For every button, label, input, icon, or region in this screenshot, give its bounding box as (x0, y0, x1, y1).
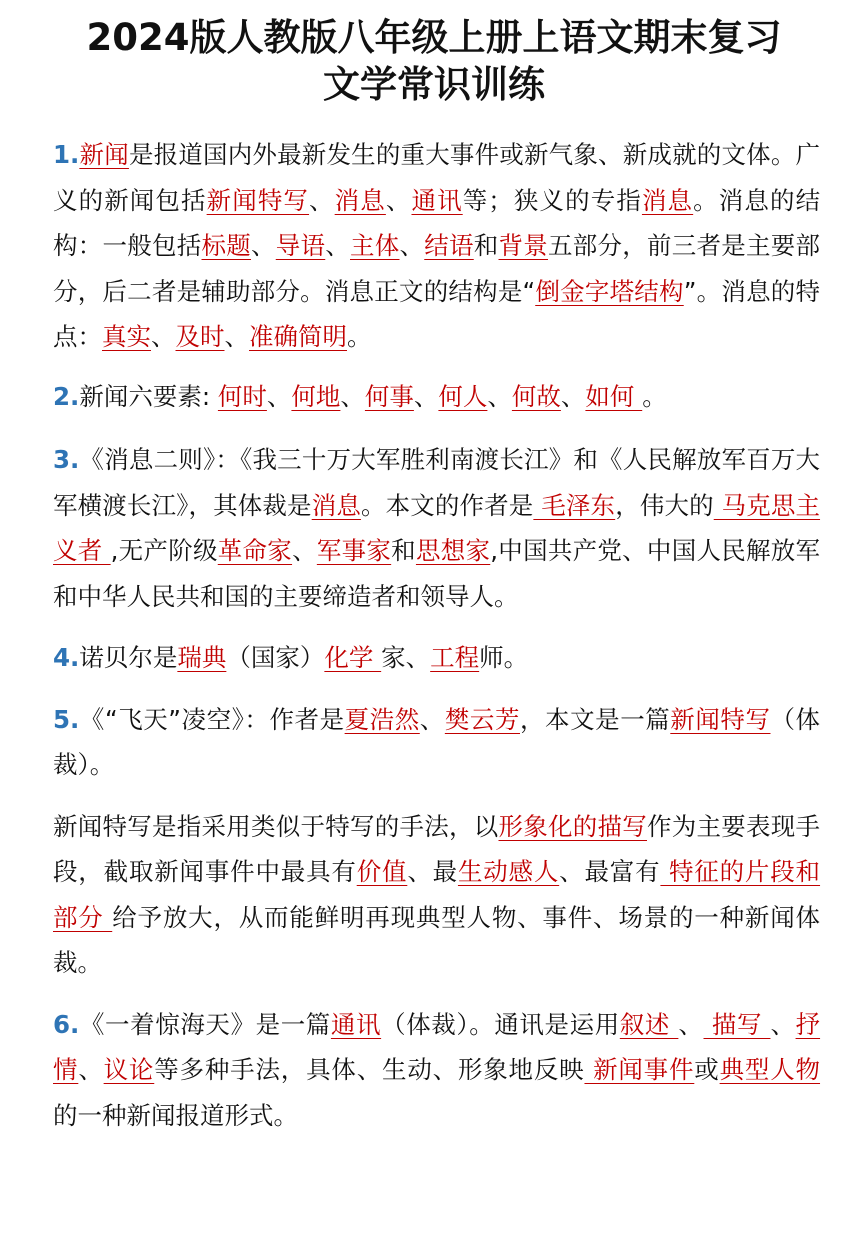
answer-text: 结语 (424, 231, 474, 260)
answer-text: 新闻特写 (206, 185, 310, 215)
item-text: （国家） (226, 643, 325, 672)
exercise-item-5-note (53, 804, 820, 986)
item-number: 4. (53, 643, 80, 672)
item-text: 。本文的作者是 (360, 490, 534, 520)
answer-text: 毛泽东 (533, 490, 616, 520)
exercise-item-5 (53, 697, 820, 788)
item-text: 、 (251, 231, 276, 260)
answer-text: 新闻事件 (584, 1055, 695, 1084)
answer-text: 消息 (334, 185, 386, 215)
answer-text: 形象化的描写 (498, 811, 647, 841)
item-text: 、 (340, 381, 365, 411)
item-text: 和 (391, 536, 416, 565)
answer-text: 背景 (498, 231, 548, 260)
title-line-1: 2024版人教版八年级上册上语文期末复习 (86, 16, 782, 59)
answer-text: 何故 (511, 381, 561, 411)
document-page (0, 14, 868, 1241)
item-text: 、 (770, 1009, 796, 1039)
answer-text: 通讯 (330, 1009, 382, 1039)
answer-text: 真实 (102, 322, 151, 351)
answer-text: 何人 (438, 381, 488, 411)
item-text: 。 (642, 381, 667, 411)
answer-text: 思想家 (415, 536, 491, 565)
item-text: 、最 (407, 857, 458, 886)
item-text: 、 (560, 381, 586, 411)
item-text: 五部分，前三者是主要部分，后二者是辅助部分。消息正文的结构是“ (53, 231, 820, 306)
title-line-2: 文学常识训练 (323, 63, 545, 106)
item-text: 等多种手法，具体、生动、形象地反映 (154, 1055, 585, 1084)
answer-text: 瑞典 (177, 643, 227, 672)
answer-text: 特征的片段和部分 (53, 857, 821, 932)
item-text: 家、 (381, 643, 431, 672)
answer-text: 何事 (364, 381, 414, 411)
answer-text: 议论 (103, 1055, 155, 1084)
item-text: 新闻六要素: (79, 381, 218, 411)
item-text: 新闻特写是指采用类似于特写的手法，以 (53, 811, 499, 841)
answer-text: 标题 (201, 231, 251, 260)
answer-text: 描写 (703, 1009, 771, 1039)
answer-text: 叙述 (619, 1009, 679, 1039)
item-text: 和 (473, 231, 499, 260)
item-text: 诺贝尔是 (79, 643, 178, 672)
answer-text: 倒金字塔结构 (535, 276, 684, 306)
item-text: 、 (309, 185, 335, 215)
exercise-item-1 (53, 132, 820, 360)
item-text: ”。消息的特点： (53, 276, 820, 351)
answer-text: 消息 (311, 490, 361, 520)
item-text: 给予放大，从而能鲜明再现典型人物、事件、场景的一种新闻体裁。 (53, 902, 820, 977)
item-text: 《一着惊海天》是一篇 (79, 1009, 331, 1039)
document-title (0, 14, 868, 108)
item-text: ，本文是一篇 (520, 704, 671, 734)
answer-text: 革命家 (217, 536, 293, 565)
answer-text: 工程 (430, 643, 480, 672)
exercise-item-2 (53, 374, 820, 420)
exercise-item-4 (53, 635, 820, 681)
item-text: （体裁）。通讯是运用 (381, 1009, 620, 1039)
exercise-item-3 (53, 437, 820, 619)
answer-text: 何时 (217, 381, 267, 411)
item-text: 作为主要表现手段，截取新闻事件中最具有 (53, 811, 820, 886)
item-text: 《“飞天”凌空》：作者是 (79, 704, 345, 734)
item-text: 、 (487, 381, 512, 411)
item-text: 或 (694, 1055, 720, 1084)
answer-text: 典型人物 (719, 1055, 821, 1084)
item-number: 6. (53, 1009, 80, 1039)
item-text: 、 (419, 704, 445, 734)
item-text: ，伟大的 (615, 490, 714, 520)
item-text: 、 (399, 231, 425, 260)
answer-text: 新闻 (79, 140, 129, 169)
item-text: 、 (151, 322, 176, 351)
item-text: 。消息的结构：一般包括 (53, 185, 821, 260)
item-text: 、 (266, 381, 292, 411)
answer-text: 樊云芳 (444, 704, 520, 734)
answer-text: 抒情 (53, 1009, 821, 1084)
answer-text: 何地 (291, 381, 341, 411)
item-text: 、 (224, 322, 249, 351)
item-text: 、 (292, 536, 317, 565)
answer-text: 生动感人 (457, 857, 560, 886)
answer-text: 导语 (275, 231, 326, 260)
answer-text: 马克思主义者 (53, 490, 821, 565)
answer-text: 军事家 (316, 536, 392, 565)
answer-text: 夏浩然 (344, 704, 420, 734)
item-text: 等；狭义的专指 (462, 185, 642, 215)
answer-text: 及时 (175, 322, 225, 351)
item-text: （体裁）。 (53, 704, 821, 779)
item-text: 《消息二则》：《我三十万大军胜利南渡长江》和《人民解放军百万大军横渡长江》，其体裁是 (53, 445, 820, 520)
item-text: 师。 (479, 643, 529, 672)
item-number: 3. (53, 445, 80, 474)
item-text: 、 (678, 1009, 704, 1039)
answer-text: 通讯 (411, 185, 463, 215)
item-text: ,无产阶级 (110, 536, 218, 565)
answer-text: 价值 (356, 857, 408, 886)
item-text: 、 (413, 381, 439, 411)
exercise-item-6 (53, 1002, 820, 1139)
answer-text: 准确简明 (249, 322, 347, 351)
item-text: 、最富有 (559, 857, 661, 886)
item-number: 2. (53, 381, 80, 411)
answer-text: 化学 (324, 643, 382, 672)
item-number: 5. (53, 704, 80, 734)
exercise-list (53, 132, 820, 1154)
answer-text: 主体 (350, 231, 400, 260)
item-text: ,中国共产党、中国人民解放军和中华人民共和国的主要缔造者和领导人。 (53, 536, 821, 611)
answer-text: 新闻特写 (670, 704, 771, 734)
item-text: 是报道国内外最新发生的重大事件或新气象、新成就的文体。广义的新闻包括 (53, 140, 821, 215)
item-number: 1. (53, 140, 80, 169)
answer-text: 如何 (585, 381, 643, 411)
item-text: 、 (385, 185, 412, 215)
item-text: 、 (325, 231, 350, 260)
item-text: 。 (347, 322, 372, 351)
item-text: 、 (78, 1055, 104, 1084)
item-text: 的一种新闻报道形式。 (53, 1100, 298, 1130)
answer-text: 消息 (641, 185, 694, 215)
